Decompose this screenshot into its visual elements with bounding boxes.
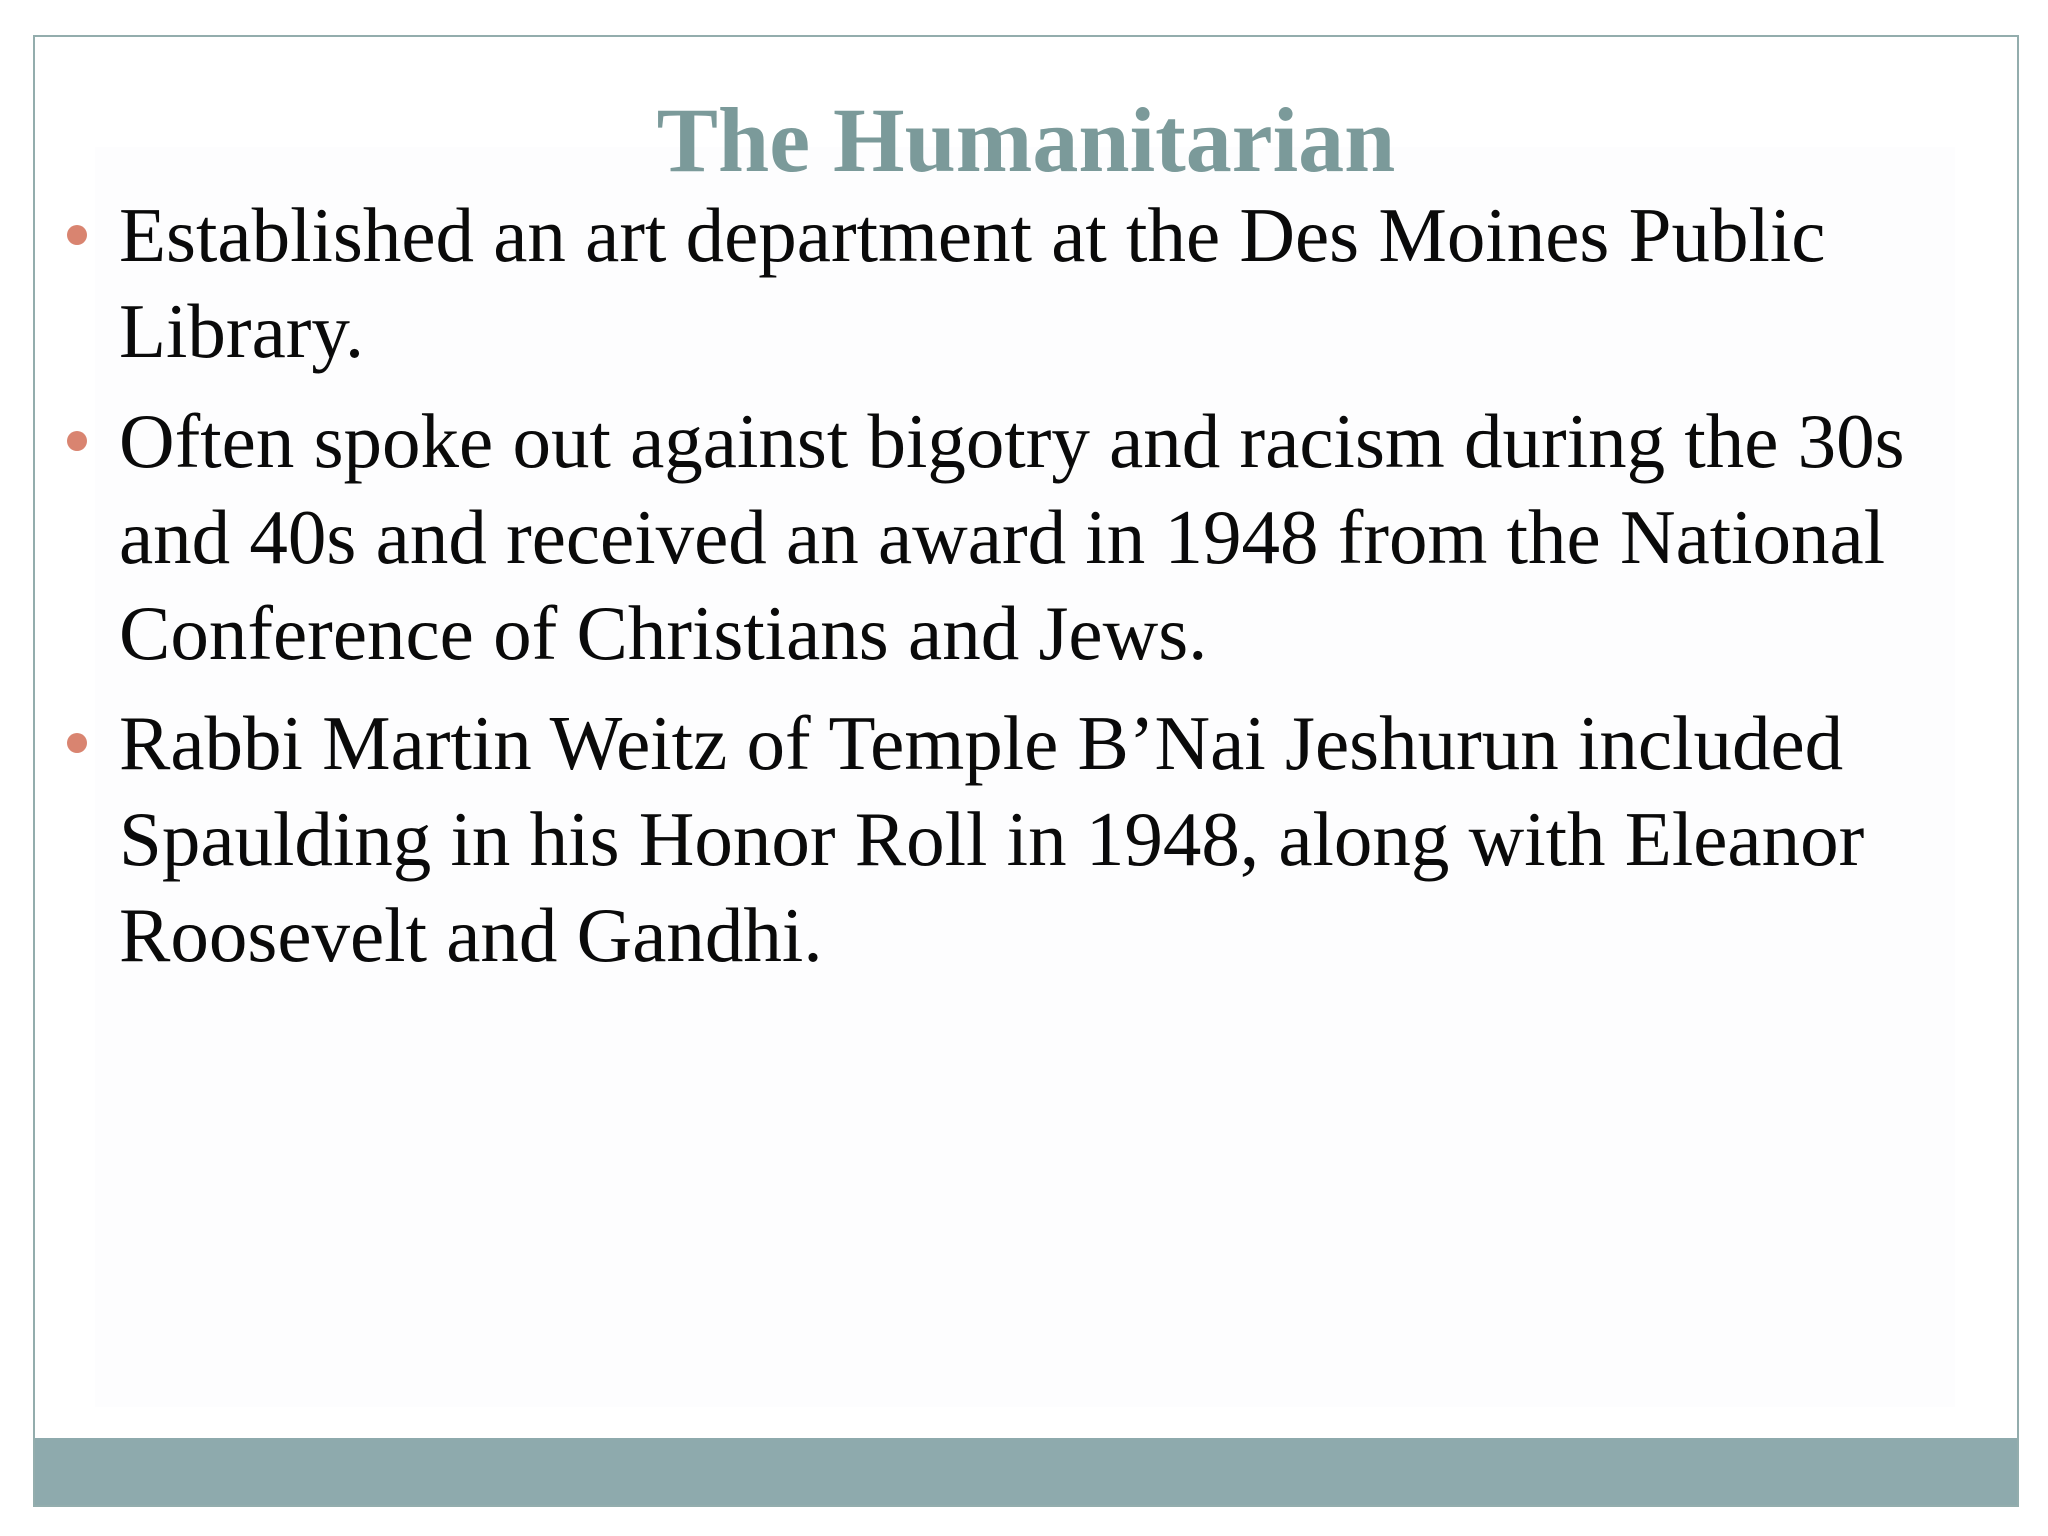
bullet-item (119, 187, 2009, 379)
bullet-item (119, 695, 2009, 983)
slide-frame (33, 35, 2019, 1507)
slide-title: The Humanitarian (656, 89, 1396, 191)
bullet-dot-icon (67, 733, 87, 753)
bullet-text: Rabbi Martin Weitz of Temple B’Nai Jeshurun included Spaulding in his Honor Roll in 1948, along with Eleanor Roosevelt and Gandhi. (119, 700, 1865, 978)
bullet-item (119, 393, 2009, 681)
bullet-list (119, 187, 2009, 997)
bullet-dot-icon (67, 225, 87, 245)
footer-bar (33, 1438, 2019, 1507)
bullet-text: Often spoke out against bigotry and racism during the 30s and 40s and received an award in 1948 from the National Conference of Christians and Jews. (119, 398, 1905, 676)
bullet-dot-icon (67, 431, 87, 451)
bullet-text: Established an art department at the Des Moines Public Library. (119, 192, 1826, 374)
